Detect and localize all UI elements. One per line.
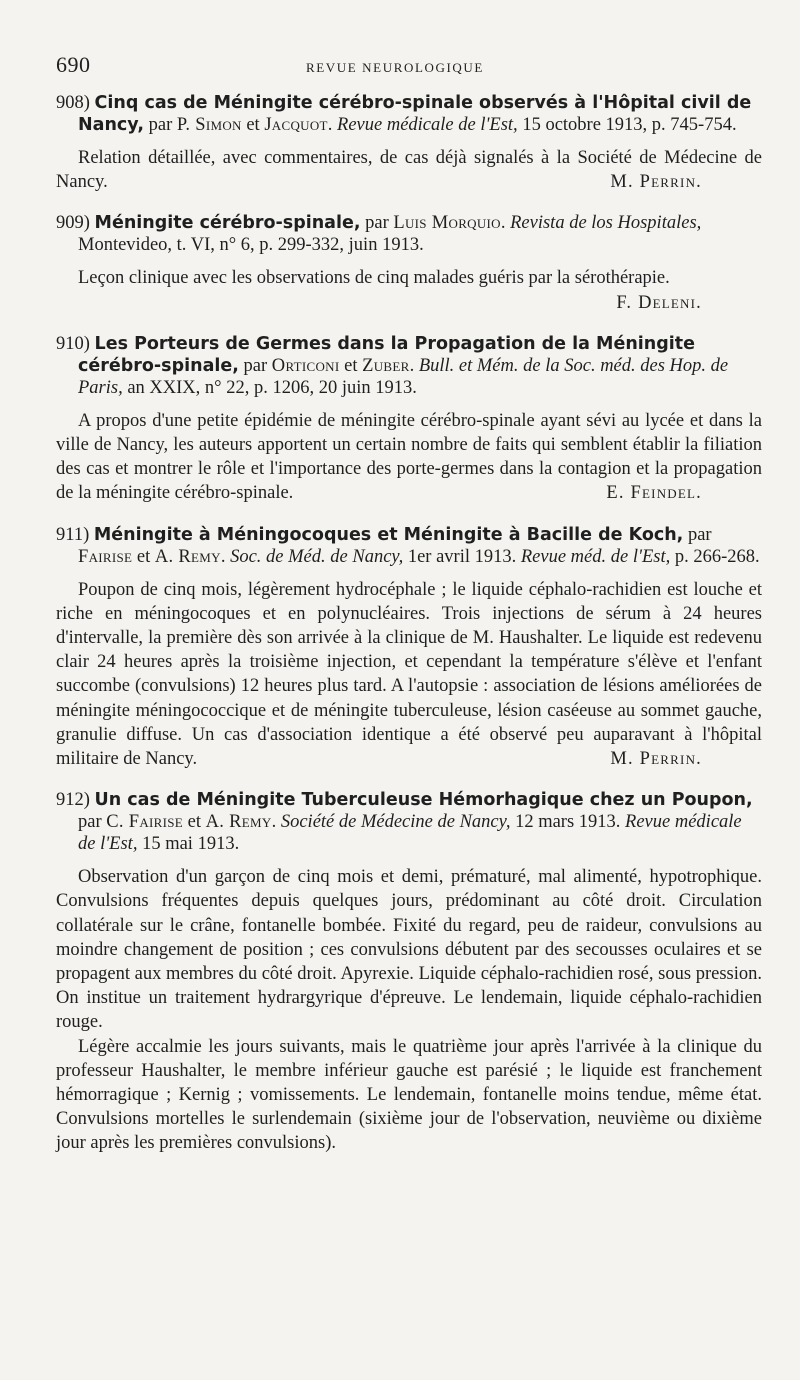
abstract-body: Légère accalmie les jours suivants, mais le quatrième jour après l'arrivée à la clinique du professeur Haushalter, le membre inférieur gauche est parésié ; le liquide est franchement hémorragique ; Kernig ; vomissements. Le lendemain, fontanelle moins tendue, même état. Convulsions mortelles le surlendemain (sixième jour de l'observation, neuvième ou dixième jour après les premières convulsions). [56, 1036, 762, 1154]
abstract-number: 912) [56, 790, 90, 811]
author: A. Remy [205, 812, 272, 833]
journal: Revue médicale de l'Est, [78, 812, 742, 855]
page-header [56, 52, 762, 92]
abstract-body: Relation détaillée, avec commentaires, de cas déjà signalés à la Société de Médecine de Nancy. M. Perrin. [56, 146, 762, 194]
publication-details: Montevideo, t. VI, n° 6, p. 299-332, juin 1913. [78, 235, 424, 256]
author: Luis Morquio [393, 213, 501, 234]
abstract-910 [56, 333, 762, 506]
publication-details: 1er avril 1913. [403, 546, 521, 567]
abstract-number: 909) [56, 213, 90, 234]
abstract-body: Leçon clinique avec les observations de cinq malades guéris par la sérothérapie. F. Deleni. [56, 266, 762, 290]
abstract-title: Méningite cérébro-spinale, [94, 213, 361, 234]
reviewer-signature: M. Perrin. [610, 749, 702, 770]
journal: Revue méd. de l'Est, [520, 546, 671, 567]
abstract-body: Poupon de cinq mois, légèrement hydrocéphale ; le liquide céphalo-rachidien est louche et riche en méningocoques et en polynucléaires. Trois injections de sérum à 24 heures d'intervalle, la première dès son arrivée à la clinique de M. Haushalter. Le liquide est redevenu clair 24 heures après la troisième injection, et cependant la température s'élève et l'enfant succombe (convulsions) 12 heures plus tard. A l'autopsie : association de lésions améliorées de méningite méningococcique et de méningite tuberculeuse, lésion caséeuse au sommet gauche, granulie diffuse. Un cas d'association identique a été observé peu auparavant à l'hôpital militaire de Nancy. M. Perrin. [56, 578, 762, 772]
abstract-title: Cinq cas de Méningite cérébro-spinale observés à l'Hôpital civil de Nancy, [78, 93, 752, 135]
abstract-912 [56, 789, 762, 1155]
author: Zuber [362, 355, 410, 376]
journal: Revista de los Hospitales, [510, 213, 702, 234]
reviewer-signature: F. Deleni. [616, 292, 702, 313]
abstract-number: 911) [56, 524, 90, 545]
author: P. Simon [176, 115, 242, 135]
reference: 910) Les Porteurs de Germes dans la Propagation de la Méningite cérébro-spinale, par Orticoni et Zuber. Bull. et Mém. de la Soc. méd. des Hop. de Paris, an XXIX, n° 22, p. 1206, 20 juin 1913. [56, 333, 729, 398]
publication-details: 12 mars 1913. [510, 812, 626, 833]
reviewer-signature: M. Perrin. [610, 172, 702, 193]
author: A. Remy [154, 546, 221, 567]
author: Fairise [78, 546, 133, 567]
abstract-title: Un cas de Méningite Tuberculeuse Hémorhagique chez un Poupon, [94, 790, 753, 811]
author: Jacquot [264, 115, 328, 135]
reference: 911) Méningite à Méningocoques et Méningite à Bacille de Koch, par Fairise et A. Remy. Soc. de Méd. de Nancy, 1er avril 1913. Revue méd. de l'Est, p. 266-268. [56, 524, 760, 567]
abstract-body: Observation d'un garçon de cinq mois et demi, prématuré, mal alimenté, hypotrophique. Convulsions fréquentes depuis quelques jours, prédominant au côté droit. Circulation collatérale sur le crâne, fontanelle bombée. Fixité du regard, peu de raideur, convulsions au moindre changement de position ; ces convulsions débutent par des secousses oculaires et se propagent aux membres du côté droit. Apyrexie. Liquide céphalo-rachidien rosé, sous pression. On institue un traitement hydrargyrique d'épreuve. Le lendemain, liquide céphalo-rachidien rouge. [56, 867, 762, 1033]
author: C. Fairise [106, 812, 184, 833]
abstract-title: Les Porteurs de Germes dans la Propagation de la Méningite cérébro-spinale, [78, 333, 695, 376]
publication-details: p. 266-268. [670, 546, 760, 567]
abstract-number: 910) [56, 333, 90, 354]
publication-details: an XXIX, n° 22, p. 1206, 20 juin 1913. [122, 377, 417, 398]
abstract-909 [56, 212, 762, 314]
reference: 909) Méningite cérébro-spinale, par Luis Morquio. Revista de los Hospitales, Montevideo, t. VI, n° 6, p. 299-332, juin 1913. [56, 213, 702, 256]
journal: Société de Médecine de Nancy, [280, 812, 511, 833]
author: Orticoni [271, 355, 340, 376]
reference: 908) Cinq cas de Méningite cérébro-spinale observés à l'Hôpital civil de Nancy, par P. Simon et Jacquot. Revue médicale de l'Est, 15 octobre 1913, p. 745-754. [56, 93, 752, 135]
abstract-number: 908) [56, 93, 90, 113]
reference: 912) Un cas de Méningite Tuberculeuse Hémorhagique chez un Poupon, par C. Fairise et A. Remy. Société de Médecine de Nancy, 12 mars 1913. Revue médicale de l'Est, 15 mai 1913. [56, 790, 753, 855]
abstract-title: Méningite à Méningocoques et Méningite à Bacille de Koch, [93, 524, 684, 545]
journal: Soc. de Méd. de Nancy, [230, 546, 404, 567]
journal: Revue médicale de l'Est, [337, 115, 518, 135]
running-title: REVUE NEUROLOGIQUE [306, 60, 484, 75]
abstract-body: A propos d'une petite épidémie de méningite cérébro-spinale ayant sévi au lycée et dans la ville de Nancy, les auteurs apportent un certain nombre de faits qui semblent établir la filiation des cas et montrer le rôle et l'importance des porte-germes dans la contagion et la propagation de la méningite cérébro-spinale. E. Feindel. [56, 409, 762, 506]
page-number: 690 [56, 52, 91, 77]
abstract-908 [56, 92, 762, 194]
reviewer-signature: E. Feindel. [606, 483, 702, 504]
publication-details: 15 octobre 1913, p. 745-754. [517, 115, 737, 135]
abstract-911 [56, 524, 762, 772]
publication-details: 15 mai 1913. [137, 834, 240, 855]
journal: Bull. et Mém. de la Soc. méd. des Hop. de Paris, [78, 355, 729, 398]
